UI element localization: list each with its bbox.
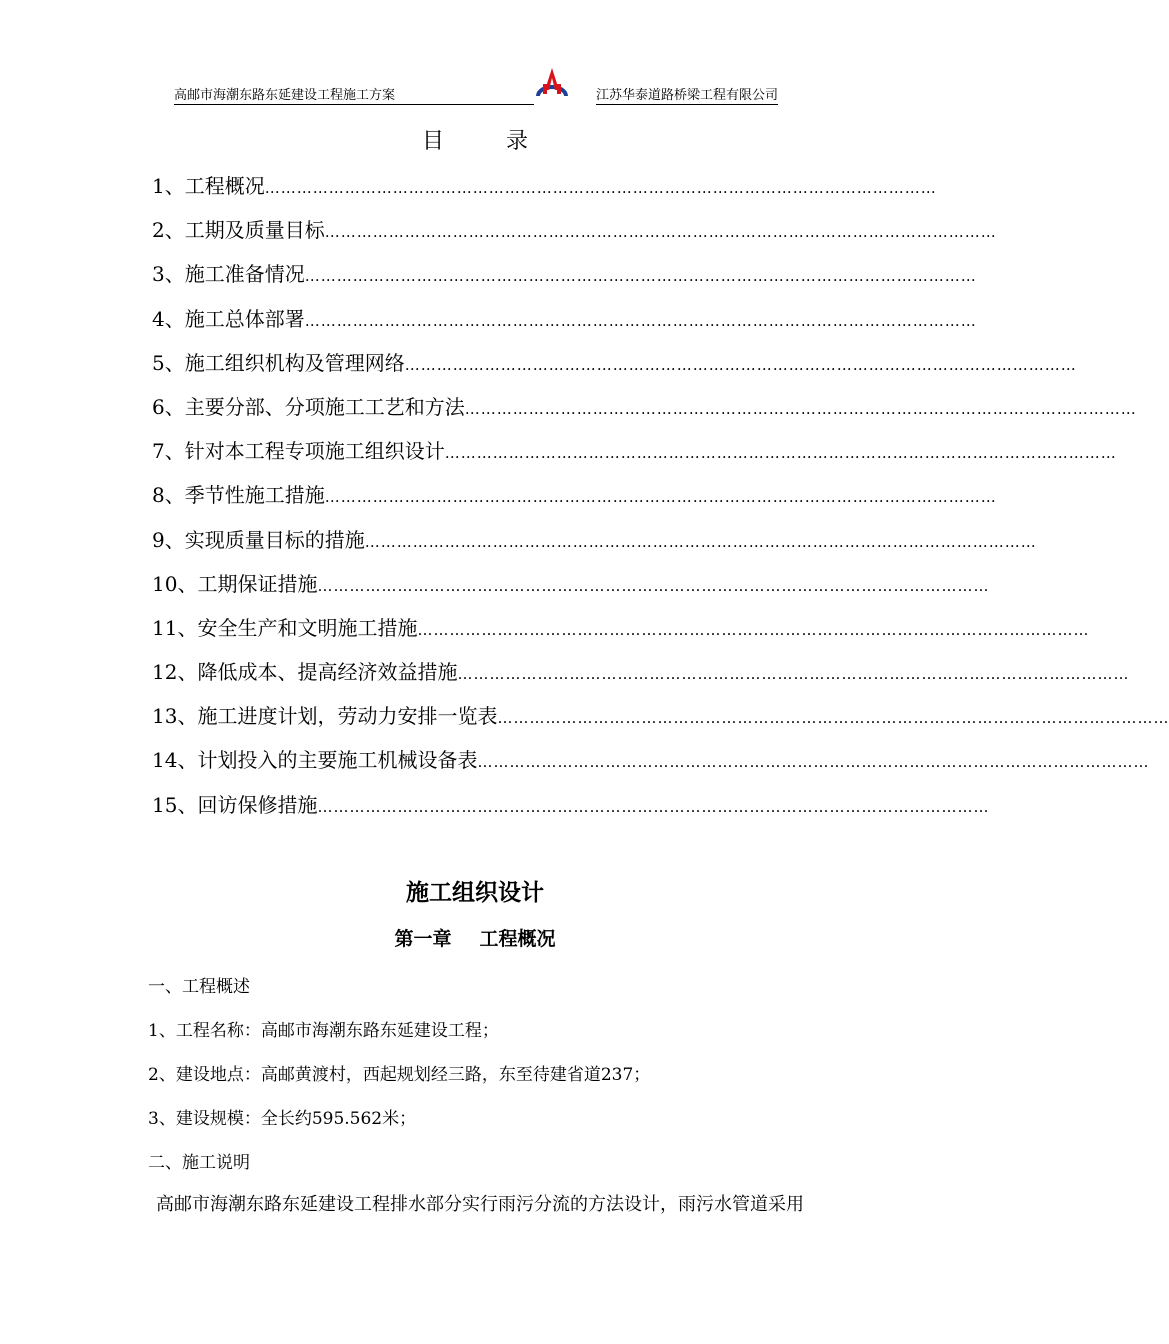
main-title: 施工组织设计 — [406, 880, 544, 906]
toc-item-label: 季节性施工措施 — [184, 483, 325, 508]
toc-leader-dots: ……………………………………………………………………………………………………………… — [317, 797, 990, 816]
toc-leader-dots: ……………………………………………………………………………………………………………… — [444, 444, 1117, 463]
company-logo-icon — [532, 66, 572, 104]
toc-leader-dots: ……………………………………………………………………………………………………………… — [457, 665, 1130, 684]
toc-item[interactable] — [152, 562, 990, 606]
section-heading-construction: 二、施工说明 — [148, 1153, 250, 1173]
toc-leader-dots: ……………………………………………………………………………………………………………… — [497, 709, 1169, 728]
toc-item-number: 8、 — [152, 483, 185, 508]
toc-item-label: 施工总体部署 — [184, 306, 305, 331]
toc-item-number: 6、 — [152, 394, 185, 419]
toc-item-label: 计划投入的主要施工机械设备表 — [197, 748, 478, 773]
toc-leader-dots: ……………………………………………………………………………………………………………… — [317, 576, 990, 595]
toc-item-number: 7、 — [152, 439, 185, 464]
toc-item-label: 针对本工程专项施工组织设计 — [184, 439, 445, 464]
toc-item-label: 降低成本、提高经济效益措施 — [197, 660, 458, 685]
toc-leader-dots: ……………………………………………………………………………………………………………… — [324, 488, 997, 507]
toc-item-number: 13、 — [152, 704, 198, 729]
toc-title-part1: 目 — [421, 129, 444, 154]
toc-item[interactable] — [152, 385, 1137, 429]
toc-leader-dots: ……………………………………………………………………………………………………………… — [364, 532, 1037, 551]
toc-item[interactable] — [152, 164, 937, 208]
toc-item-label: 工期保证措施 — [197, 571, 318, 596]
toc-item-number: 11、 — [152, 615, 198, 640]
toc-item-label: 回访保修措施 — [197, 792, 318, 817]
toc-item[interactable] — [152, 297, 977, 341]
page-header — [174, 66, 778, 106]
toc-item[interactable] — [152, 341, 1077, 385]
toc-item-label: 施工进度计划，劳动力安排一览表 — [197, 704, 498, 729]
project-name-line: 1、工程名称：高邮市海潮东路东延建设工程； — [148, 1021, 499, 1041]
project-location-line: 2、建设地点：高邮黄渡村，西起规划经三路，东至待建省道237； — [148, 1065, 651, 1085]
toc-leader-dots: ……………………………………………………………………………………………………………… — [264, 179, 937, 197]
project-scale-line: 3、建设规模：全长约595.562米； — [148, 1109, 417, 1129]
toc-leader-dots: ……………………………………………………………………………………………………………… — [304, 267, 977, 286]
header-project-title: 高邮市海潮东路东延建设工程施工方案 — [174, 88, 534, 105]
toc-item-number: 14、 — [152, 748, 198, 773]
toc-title-part2: 录 — [506, 129, 529, 154]
toc-item-number: 1、 — [152, 174, 185, 198]
toc-item-label: 主要分部、分项施工工艺和方法 — [184, 394, 465, 419]
chapter-number: 第一章 — [394, 928, 452, 950]
toc-leader-dots: ……………………………………………………………………………………………………………… — [477, 753, 1150, 772]
toc-item[interactable] — [152, 252, 977, 296]
toc-item-label: 施工组织机构及管理网络 — [184, 350, 405, 375]
toc-item[interactable] — [152, 650, 1130, 694]
toc-item[interactable] — [152, 518, 1037, 562]
toc-item[interactable] — [152, 694, 1169, 738]
toc-item[interactable] — [152, 208, 997, 252]
header-company-name: 江苏华泰道路桥梁工程有限公司 — [595, 88, 778, 103]
toc-item-label: 施工准备情况 — [184, 262, 305, 287]
section-heading-overview: 一、工程概述 — [148, 977, 250, 997]
chapter-title — [0, 924, 950, 951]
toc-item-label: 工程概况 — [184, 174, 265, 198]
table-of-contents — [152, 164, 1169, 827]
toc-item-number: 5、 — [152, 350, 185, 375]
construction-paragraph: 高邮市海潮东路东延建设工程排水部分实行雨污分流的方法设计，雨污水管道采用 — [156, 1194, 804, 1215]
toc-item-number: 10、 — [152, 571, 198, 596]
toc-leader-dots: ……………………………………………………………………………………………………………… — [404, 355, 1077, 374]
toc-item-number: 15、 — [152, 792, 198, 817]
toc-item-label: 实现质量目标的措施 — [184, 527, 365, 552]
toc-item-label: 工期及质量目标 — [184, 218, 325, 243]
toc-leader-dots: ……………………………………………………………………………………………………………… — [324, 223, 997, 242]
toc-item-number: 12、 — [152, 660, 198, 685]
toc-item[interactable] — [152, 473, 997, 517]
toc-item[interactable] — [152, 606, 1090, 650]
toc-item-number: 3、 — [152, 262, 185, 287]
toc-leader-dots: ……………………………………………………………………………………………………………… — [304, 311, 977, 330]
toc-item-number: 4、 — [152, 306, 185, 331]
chapter-name: 工程概况 — [479, 928, 556, 950]
toc-leader-dots: ……………………………………………………………………………………………………………… — [417, 620, 1090, 639]
toc-item-number: 2、 — [152, 218, 185, 243]
toc-item-number: 9、 — [152, 527, 185, 552]
toc-leader-dots: ……………………………………………………………………………………………………………… — [464, 399, 1137, 418]
toc-item[interactable] — [152, 429, 1117, 473]
toc-title — [0, 124, 950, 155]
toc-item[interactable] — [152, 738, 1150, 782]
toc-item[interactable] — [152, 783, 990, 827]
toc-item-label: 安全生产和文明施工措施 — [197, 615, 418, 640]
